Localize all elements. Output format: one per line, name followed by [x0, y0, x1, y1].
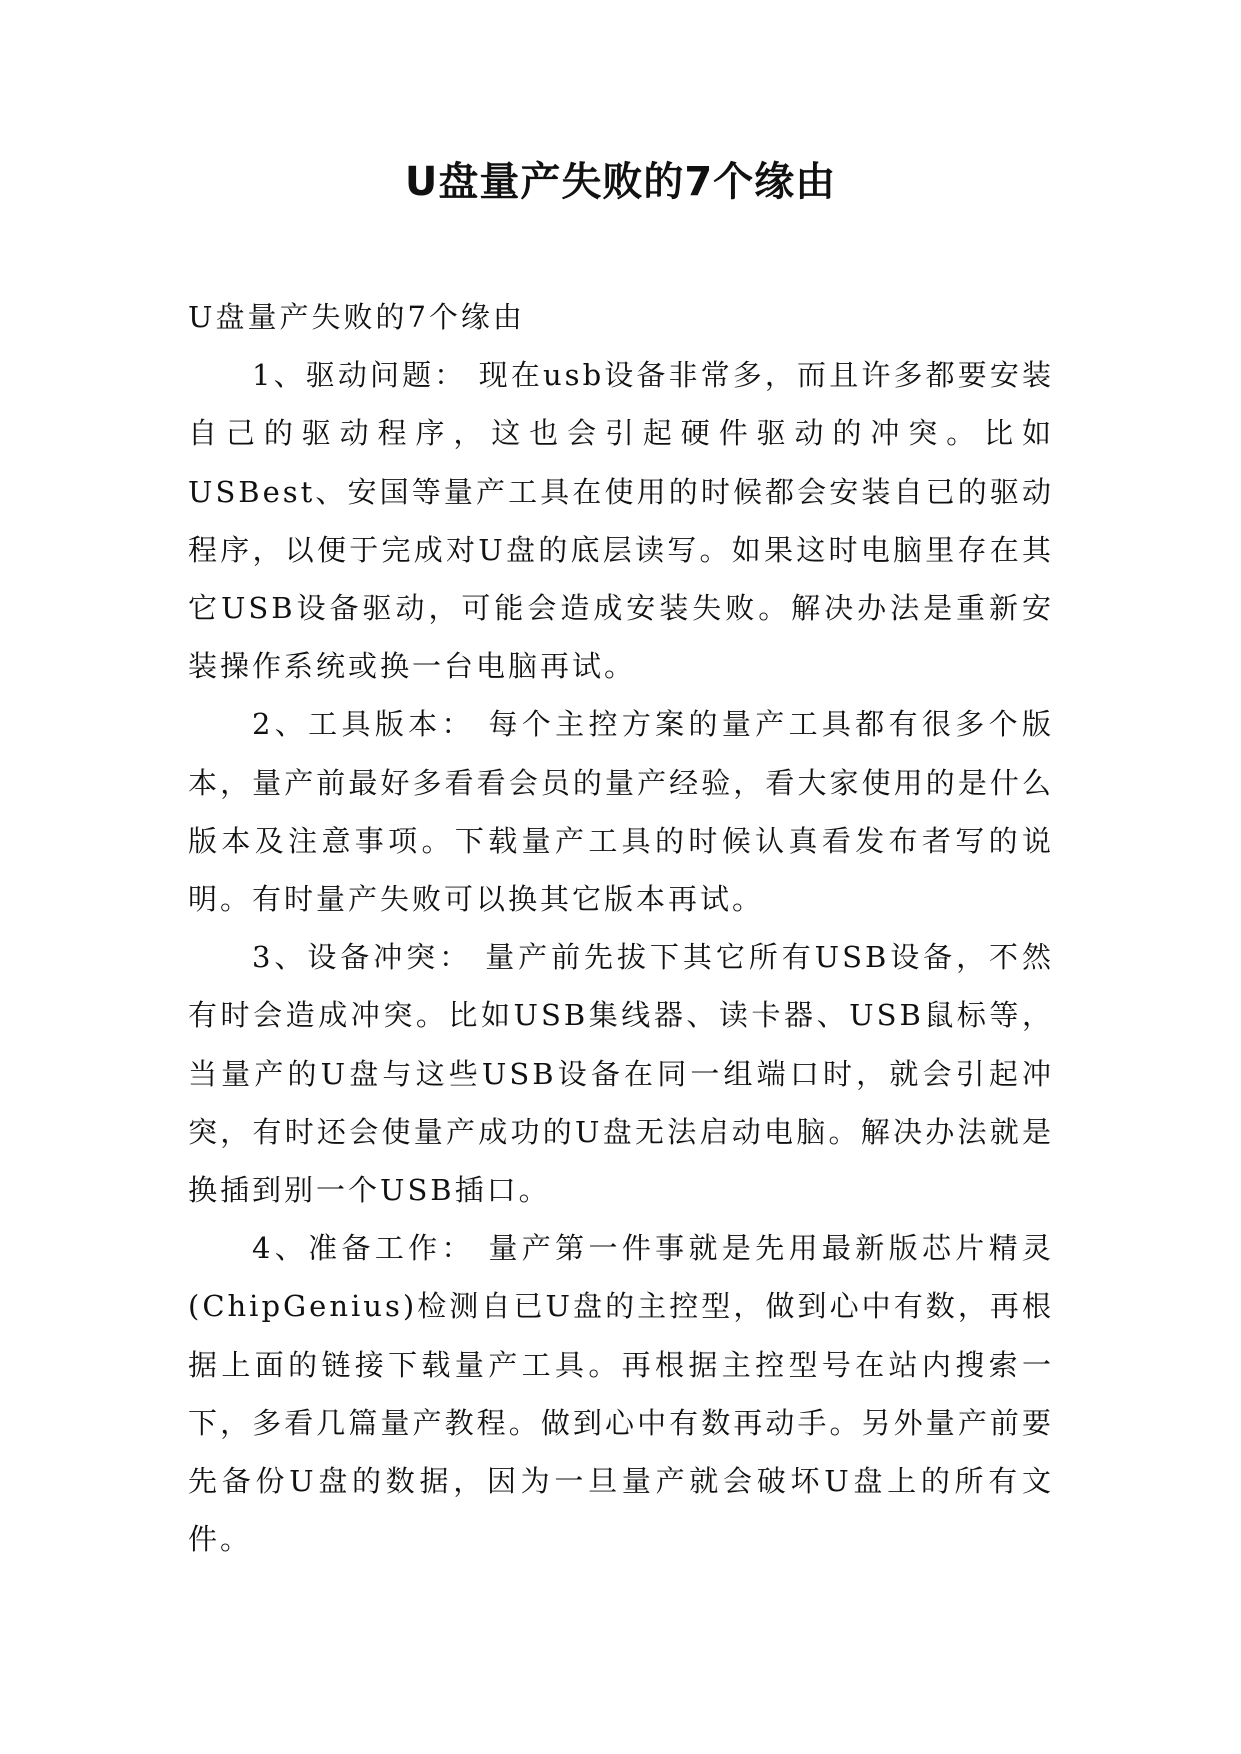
- paragraph-tool-version: 2、工具版本： 每个主控方案的量产工具都有很多个版本，量产前最好多看看会员的量产经验，看大家使用的是什么版本及注意事项。下载量产工具的时候认真看发布者写的说明。有时量产失败可以换其它版本再试。: [188, 707, 1054, 917]
- paragraph-preparation: 4、准备工作： 量产第一件事就是先用最新版芯片精灵(ChipGenius)检测自已U盘的主控型，做到心中有数，再根据上面的链接下载量产工具。再根据主控型号在站内搜索一下，多看几篇量产教程。做到心中有数再动手。另外量产前要先备份U盘的数据，因为一旦量产就会破坏U盘上的所有文件。: [188, 1231, 1054, 1557]
- body-heading-line: U盘量产失败的7个缘由: [188, 300, 525, 334]
- document-body: [188, 288, 1054, 1568]
- paragraph-driver-issue: 1、驱动问题： 现在usb设备非常多，而且许多都要安装自己的驱动程序，这也会引起硬件驱动的冲突。比如USBest、安国等量产工具在使用的时候都会安装自已的驱动程序，以便于完成对U盘的底层读写。如果这时电脑里存在其它USB设备驱动，可能会造成安装失败。解决办法是重新安装操作系统或换一台电脑再试。: [188, 358, 1054, 684]
- document-title: U盘量产失败的7个缘由: [404, 159, 837, 205]
- paragraph-device-conflict: 3、设备冲突： 量产前先拔下其它所有USB设备，不然有时会造成冲突。比如USB集线器、读卡器、USB鼠标等，当量产的U盘与这些USB设备在同一组端口时，就会引起冲突，有时还会使量产成功的U盘无法启动电脑。解决办法就是换插到别一个USB插口。: [188, 940, 1054, 1208]
